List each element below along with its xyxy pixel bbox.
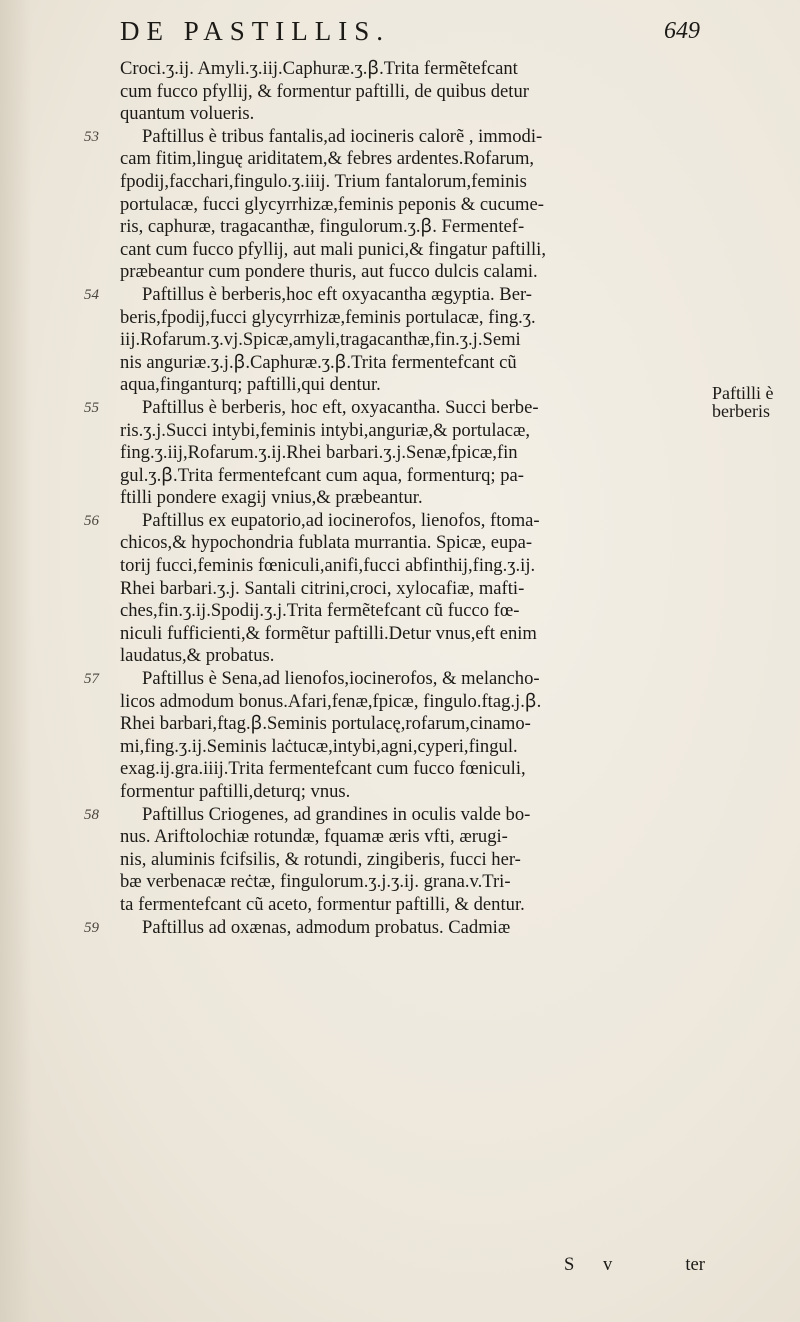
text-line	[120, 804, 705, 827]
paragraph	[84, 396, 705, 510]
text-line	[120, 826, 705, 849]
text-line	[120, 397, 705, 420]
line-text: Paftillus Criogenes, ad grandines in oculis valde bo-	[142, 803, 531, 825]
text-line	[120, 645, 705, 668]
text-line	[120, 623, 705, 646]
line-text: quantum volueris.	[120, 103, 255, 125]
text-line	[120, 374, 705, 397]
text-line	[120, 758, 705, 781]
line-text: portulacæ, fucci glycyrrhizæ,feminis peponis & cucume-	[120, 193, 544, 215]
line-text: iij.Rofarum.ʒ.vj.Spicæ,amyli,tragacanthæ,fin.ʒ.j.Semi	[120, 329, 521, 351]
paragraph	[84, 509, 705, 668]
line-text: beris,fpodij,fucci glycyrrhizæ,feminis portulacæ, fing.ʒ.	[120, 306, 536, 328]
text-line	[120, 239, 705, 262]
line-text: præbeantur cum pondere thuris, aut fucco dulcis calami.	[120, 261, 538, 283]
paragraph-number: 57	[84, 671, 99, 688]
text-line	[120, 781, 705, 804]
line-text: Paftillus è tribus fantalis,ad iocineris calorẽ , immodi-	[142, 125, 543, 147]
line-text: Paftillus ad oxænas, admodum probatus. Cadmiæ	[142, 916, 511, 938]
line-text: torij fucci,feminis fœniculi,anifi,fucci abfinthij,fing.ʒ.ij.	[120, 555, 536, 577]
paragraph	[120, 58, 705, 126]
text-line	[120, 871, 705, 894]
line-text: laudatus,& probatus.	[120, 645, 275, 667]
line-text: nis anguriæ.ʒ.j.ꞵ.Caphuræ.ʒ.ꞵ.Trita fermentefcant cũ	[120, 351, 517, 373]
text-line	[120, 58, 705, 81]
line-text: Rhei barbari,ftag.ꞵ.Seminis portulacę,rofarum,cinamo-	[120, 713, 531, 735]
paragraph-number: 58	[84, 806, 99, 823]
margin-note-line: berberis	[712, 401, 770, 421]
text-line	[120, 532, 705, 555]
line-text: mi,fing.ʒ.ij.Seminis laċtucæ,intybi,agni,cyperi,fingul.	[120, 735, 518, 757]
running-head: DE PASTILLIS.	[120, 16, 391, 46]
line-text: nus. Ariftolochiæ rotundæ, fquamæ æris vfti, ærugi-	[120, 826, 508, 848]
paragraph-number: 56	[84, 512, 99, 529]
line-text: Paftillus ex eupatorio,ad iocinerofos, lienofos, ftoma-	[142, 509, 540, 531]
line-text: Paftillus è berberis, hoc eft, oxyacantha. Succi berbe-	[142, 396, 539, 418]
text-line	[120, 600, 705, 623]
text-line	[120, 284, 705, 307]
line-text: niculi fufficienti,& formẽtur paftilli.Detur vnus,eft enim	[120, 622, 537, 644]
line-text: gul.ʒ.ꞵ.Trita fermentefcant cum aqua, formenturq; pa-	[120, 464, 524, 486]
text-line	[120, 148, 705, 171]
text-line	[120, 194, 705, 217]
line-text: ftilli pondere exagij vnius,& præbeantur.	[120, 487, 423, 509]
line-text: licos admodum bonus.Afari,fenæ,fpicæ, fingulo.ftag.j.ꞵ.	[120, 690, 542, 712]
paragraph-number: 59	[84, 919, 99, 936]
line-text: cam fitim,linguę ariditatem,& febres ardentes.Rofarum,	[120, 148, 535, 170]
text-line	[120, 420, 705, 443]
text-body	[84, 58, 705, 939]
catchword: ter	[685, 1254, 705, 1275]
line-text: aqua,finganturq; paftilli,qui dentur.	[120, 374, 381, 396]
text-line	[120, 894, 705, 917]
line-text: Paftillus è Sena,ad lienofos,iocinerofos, & melancho-	[142, 668, 540, 690]
text-line	[120, 261, 705, 284]
margin-note-line: Paftilli è	[712, 383, 774, 403]
line-text: ta fermentefcant cũ aceto, formentur paftilli, & dentur.	[120, 893, 525, 915]
text-line	[120, 216, 705, 239]
text-line	[120, 917, 705, 940]
line-text: formentur paftilli,deturq; vnus.	[120, 781, 351, 802]
line-text: bæ verbenacæ reċtæ, fingulorum.ʒ.j.ʒ.ij. grana.v.Tri-	[120, 871, 511, 893]
paragraph	[84, 668, 705, 804]
text-line	[120, 487, 705, 510]
page-footer	[120, 1254, 705, 1282]
text-line	[120, 691, 705, 714]
text-line	[120, 126, 705, 149]
text-line	[120, 578, 705, 601]
text-line	[120, 103, 705, 126]
line-text: cant cum fucco pfyllij, aut mali punici,& fingatur paftilli,	[120, 238, 546, 260]
page-number: 649	[664, 18, 700, 44]
paragraph-number: 55	[84, 399, 99, 416]
text-line	[120, 668, 705, 691]
line-text: ris.ʒ.j.Succi intybi,feminis intybi,anguriæ,& portulacæ,	[120, 419, 531, 441]
text-line	[120, 849, 705, 872]
text-line	[120, 510, 705, 533]
line-text: Paftillus è berberis,hoc eft oxyacantha ægyptia. Ber-	[142, 283, 532, 305]
page-header	[120, 14, 700, 54]
paragraph-number: 54	[84, 286, 99, 303]
page-gutter-shadow	[0, 0, 32, 1322]
text-line	[120, 555, 705, 578]
text-line	[120, 442, 705, 465]
text-line	[120, 713, 705, 736]
line-text: chicos,& hypochondria fublata murrantia. Spicæ, eupa-	[120, 532, 533, 554]
line-text: ches,fin.ʒ.ij.Spodij.ʒ.j.Trita fermẽtefcant cũ fucco fœ-	[120, 600, 520, 622]
text-line	[120, 352, 705, 375]
paragraph	[84, 125, 705, 284]
text-line	[120, 81, 705, 104]
margin-note	[712, 384, 796, 420]
text-line	[120, 171, 705, 194]
paragraph	[84, 803, 705, 917]
text-line	[120, 307, 705, 330]
line-text: exag.ij.gra.iiij.Trita fermentefcant cum fucco fœniculi,	[120, 758, 526, 780]
line-text: Rhei barbari.ʒ.j. Santali citrini,croci, xylocafiæ, mafti-	[120, 577, 525, 599]
line-text: cum fucco pfyllij, & formentur paftilli, de quibus detur	[120, 80, 529, 102]
line-text: Croci.ʒ.ij. Amyli.ʒ.iij.Caphuræ.ʒ.ꞵ.Trita fermẽtefcant	[120, 58, 518, 79]
text-line	[120, 736, 705, 759]
text-line	[120, 329, 705, 352]
line-text: fpodij,facchari,fingulo.ʒ.iiij. Trium fantalorum,feminis	[120, 170, 527, 192]
paragraph	[84, 283, 705, 397]
line-text: fing.ʒ.iij,Rofarum.ʒ.ij.Rhei barbari.ʒ.j.Senæ,fpicæ,fin	[120, 442, 518, 464]
paragraph-number: 53	[84, 128, 99, 145]
line-text: nis, aluminis fcifsilis, & rotundi, zingiberis, fucci her-	[120, 848, 521, 870]
line-text: ris, caphuræ, tragacanthæ, fingulorum.ʒ.ꞵ. Fermentef-	[120, 216, 525, 238]
paragraph	[84, 916, 705, 940]
signature-mark: S v	[564, 1254, 625, 1275]
text-line	[120, 465, 705, 488]
